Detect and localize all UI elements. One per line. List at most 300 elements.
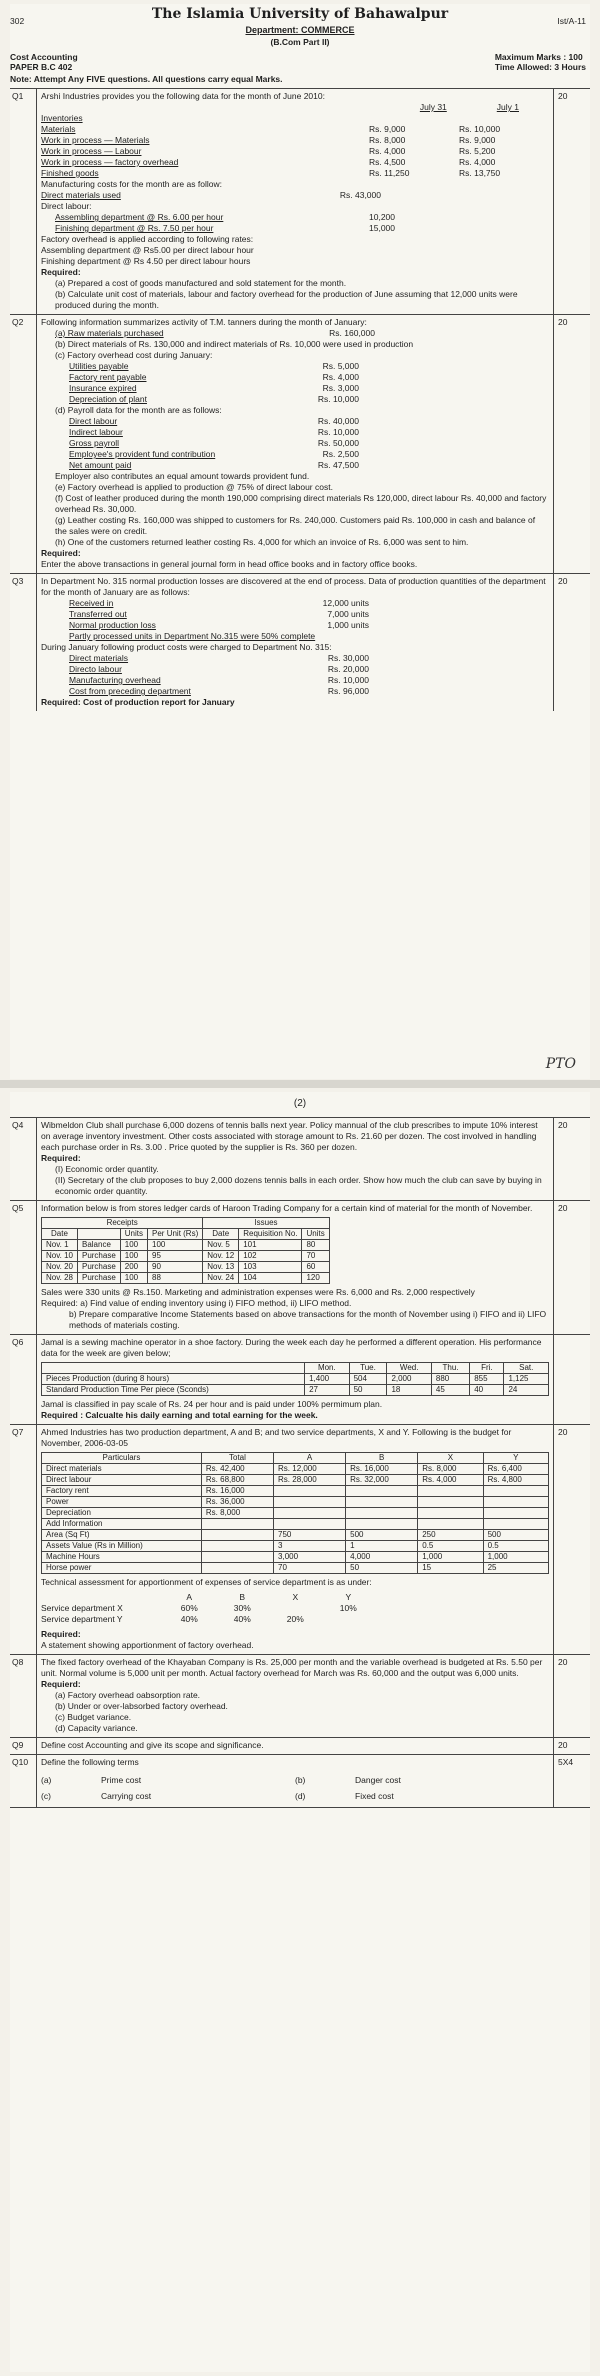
term-key: (c) — [41, 1791, 51, 1801]
question-text: Employer also contributes an equal amount towards provident fund. — [55, 471, 310, 481]
row-value — [369, 113, 459, 124]
table-cell: 0.5 — [483, 1541, 548, 1552]
table-cell: 60 — [302, 1262, 329, 1273]
table-cell: Rs. 42,400 — [201, 1464, 273, 1475]
data-value: Rs. 30,000 — [327, 653, 369, 663]
data-label: Insurance expired — [69, 383, 137, 393]
term-label: Fixed cost — [355, 1791, 394, 1801]
table-cell: 40% — [233, 1614, 251, 1624]
table-header-cell: A — [186, 1592, 193, 1602]
question-marks: 20 — [558, 1427, 568, 1437]
table-body — [42, 1464, 549, 1574]
table-cell: 1,400 — [305, 1374, 349, 1385]
row-value: Rs. 9,000 — [459, 135, 496, 145]
table-header-cell: Date — [42, 1229, 78, 1240]
data-value: Rs. 40,000 — [317, 416, 359, 426]
data-line — [41, 328, 375, 339]
table-header-cell: X — [292, 1592, 299, 1602]
table-cell — [274, 1519, 346, 1530]
question-3 — [10, 573, 590, 711]
table-row — [42, 1251, 330, 1262]
cost-rows — [41, 653, 549, 697]
term-label: Carrying cost — [101, 1791, 152, 1801]
table-row — [42, 1273, 330, 1284]
table-cell: Nov. 28 — [42, 1273, 78, 1284]
data-label: Manufacturing overhead — [69, 675, 161, 685]
requirement-list — [41, 1690, 549, 1734]
table-row — [42, 1541, 549, 1552]
requirement: Required: a) Find value of ending inventory using i) FIFO method, ii) LIFO method. — [41, 1298, 352, 1308]
max-marks: Maximum Marks : 100 — [494, 52, 583, 62]
row-label: Work in process — Materials — [41, 135, 150, 145]
inventory-row — [41, 168, 549, 179]
question-text: (d) Payroll data for the month are as follows: — [55, 405, 222, 415]
table-cell: Add Information — [42, 1519, 202, 1530]
required-label: Required: — [41, 1629, 81, 1639]
table-body — [42, 1374, 549, 1396]
table-cell: Rs. 16,000 — [201, 1486, 273, 1497]
table-cell: Nov. 10 — [42, 1251, 78, 1262]
table-cell: 104 — [239, 1273, 302, 1284]
table-cell: 20% — [286, 1614, 304, 1624]
table-row — [42, 1552, 549, 1563]
table-cell: 25 — [483, 1563, 548, 1574]
table-row — [42, 1374, 549, 1385]
table-cell: Rs. 28,000 — [274, 1475, 346, 1486]
table-cell: Balance — [77, 1240, 120, 1251]
table-cell: 1,000 — [418, 1552, 483, 1563]
table-row — [41, 1614, 375, 1625]
data-value: 7,000 units — [327, 609, 369, 619]
requirement: (a) Factory overhead oabsorption rate. — [55, 1690, 201, 1700]
table-cell: 80 — [302, 1240, 329, 1251]
table-row — [42, 1530, 549, 1541]
table-group-header: Issues — [203, 1218, 329, 1229]
table-cell: 4,000 — [346, 1552, 418, 1563]
question-text: (f) Cost of leather produced during the month 190,000 comprising direct materials Rs 120,000, direct labour Rs. 40,000 and factory overhead Rs. 30,000. — [55, 493, 547, 514]
data-label: Utilities payable — [69, 361, 129, 371]
data-label: Direct materials — [69, 653, 129, 663]
question-text: Arshi Industries provides you the following data for the month of June 2010: — [41, 91, 325, 101]
table-cell: 3,000 — [274, 1552, 346, 1563]
question-marks: 20 — [558, 91, 568, 101]
table-header-cell: Wed. — [387, 1363, 431, 1374]
question-10 — [10, 1754, 590, 1808]
question-text: Assembling department @ Rs5.00 per direct labour hour — [41, 245, 254, 255]
data-line — [69, 609, 369, 620]
time-allowed: Time Allowed: 3 Hours — [494, 62, 586, 72]
table-cell — [483, 1486, 548, 1497]
table-cell: Depreciation — [42, 1508, 202, 1519]
table-cell: 250 — [418, 1530, 483, 1541]
university-title: The Islamia University of Bahawalpur — [151, 6, 449, 22]
data-label: Employee's provident fund contribution — [69, 449, 216, 459]
requirement: (II) Secretary of the club proposes to buy 2,000 dozens tennis balls in each order. Show how much the club can save by buying in economic order quantity. — [55, 1175, 542, 1196]
data-line — [41, 223, 395, 234]
page-number: (2) — [293, 1098, 307, 1109]
question-marks: 20 — [558, 1657, 568, 1667]
table-header-cell: Per Unit (Rs) — [148, 1229, 203, 1240]
data-label: Factory rent payable — [69, 372, 147, 382]
table-cell: Direct labour — [42, 1475, 202, 1486]
question-8 — [10, 1654, 590, 1737]
question-text: (h) One of the customers returned leather costing Rs. 4,000 for which an invoice of Rs. 6,000 was sent to him. — [55, 537, 469, 547]
data-line — [69, 427, 359, 438]
data-line — [69, 598, 369, 609]
data-line — [69, 686, 369, 697]
data-value: Rs. 10,000 — [317, 394, 359, 404]
table-cell: Power — [42, 1497, 202, 1508]
term-key: (d) — [295, 1791, 306, 1801]
inventory-row — [41, 124, 549, 135]
data-label: Directo labour — [69, 664, 122, 674]
table-header-cell: Requisition No. — [239, 1229, 302, 1240]
required-label: Required: — [41, 548, 81, 558]
term-label: Danger cost — [355, 1775, 401, 1785]
question-body — [36, 1335, 554, 1424]
table-cell — [201, 1530, 273, 1541]
table-cell: 95 — [148, 1251, 203, 1262]
question-text: (b) Direct materials of Rs. 130,000 and indirect materials of Rs. 10,000 were used in production — [55, 339, 414, 349]
table-header-cell: Total — [201, 1453, 273, 1464]
table-cell — [322, 1614, 375, 1625]
table-cell: 70 — [274, 1563, 346, 1574]
table-cell: Rs. 36,000 — [201, 1497, 273, 1508]
question-text: Finishing department @ Rs 4.50 per direct labour hours — [41, 256, 251, 266]
data-line — [69, 664, 369, 675]
table-cell: 880 — [431, 1374, 469, 1385]
table-cell: 500 — [483, 1530, 548, 1541]
table-cell — [346, 1519, 418, 1530]
table-cell: Purchase — [77, 1273, 120, 1284]
table-cell: 120 — [302, 1273, 329, 1284]
question-body — [36, 1425, 554, 1654]
question-5 — [10, 1200, 590, 1334]
row-value: Rs. 11,250 — [369, 168, 410, 178]
question-text: Define cost Accounting and give its scope and significance. — [41, 1740, 264, 1750]
data-line — [69, 653, 369, 664]
term-label: Prime cost — [101, 1775, 142, 1785]
question-text: Wibmeldon Club shall purchase 6,000 dozens of tennis balls next year. Policy mannual of the club prescribes to impute 10% interest on average inventory investment. Other costs associated with storage amount to Rs. 21.60 per dozen. The cost involved in handling each purchase order in Rs. 3.00 . Price quoted by the supplier is Rs. 360 per dozen. — [41, 1120, 538, 1152]
data-value: Rs. 20,000 — [327, 664, 369, 674]
question-body — [36, 574, 554, 711]
requirement: (d) Capacity variance. — [55, 1723, 138, 1733]
data-line — [69, 416, 359, 427]
table-cell: 40% — [180, 1614, 198, 1624]
question-text: Sales were 330 units @ Rs.150. Marketing and administration expenses were Rs. 6,000 and Rs. 2,000 respectively — [41, 1287, 475, 1297]
required-label: Requierd: — [41, 1679, 81, 1689]
page-separator — [0, 1080, 600, 1088]
paper-code: 302 — [10, 16, 25, 26]
table-cell: Rs. 6,400 — [483, 1464, 548, 1475]
table-cell: 200 — [120, 1262, 147, 1273]
table-cell: 30% — [233, 1603, 251, 1613]
table-header-cell — [42, 1363, 305, 1374]
table-cell: 100 — [148, 1240, 203, 1251]
question-body — [36, 1118, 554, 1200]
table-cell: Area (Sq Ft) — [42, 1530, 202, 1541]
question-2 — [10, 314, 590, 573]
table-cell: 3 — [274, 1541, 346, 1552]
data-line — [69, 372, 359, 383]
table-cell: Standard Production Time Per piece (Sconds) — [42, 1385, 305, 1396]
table-header-cell: Thu. — [431, 1363, 469, 1374]
table-cell — [201, 1552, 273, 1563]
table-header-cell: Particulars — [42, 1453, 202, 1464]
question-1 — [10, 88, 590, 314]
data-label: Depreciation of plant — [69, 394, 147, 404]
table-cell: 10% — [339, 1603, 357, 1613]
table-header-row — [41, 1592, 375, 1603]
table-cell: 70 — [302, 1251, 329, 1262]
inventory-row — [41, 157, 549, 168]
data-value: Rs. 10,000 — [327, 675, 369, 685]
table-cell: 855 — [470, 1374, 504, 1385]
question-marks: 20 — [558, 1120, 568, 1130]
table-cell: 100 — [120, 1240, 147, 1251]
question-4 — [10, 1117, 590, 1200]
table-row — [42, 1497, 549, 1508]
data-label: Net amount paid — [69, 460, 132, 470]
data-label: Finishing department @ Rs. 7.50 per hour — [55, 223, 214, 233]
table-cell: 500 — [346, 1530, 418, 1541]
question-body — [36, 1201, 554, 1334]
budget-table — [41, 1452, 549, 1574]
data-value: Rs. 10,000 — [317, 427, 359, 437]
question-text: (g) Leather costing Rs. 160,000 was shipped to customers for Rs. 240,000. Customers paid Rs. 100,000 in cash and balance of the sales were on credit. — [55, 515, 536, 536]
question-6 — [10, 1334, 590, 1424]
table-cell: 750 — [274, 1530, 346, 1541]
question-body — [36, 315, 554, 573]
table-cell: Rs. 4,000 — [418, 1475, 483, 1486]
table-cell — [274, 1497, 346, 1508]
inventory-row — [41, 113, 549, 124]
question-text: Partly processed units in Department No.315 were 50% complete — [69, 631, 316, 641]
question-number: Q6 — [12, 1337, 24, 1347]
table-cell: Direct materials — [42, 1464, 202, 1475]
inventory-row — [41, 135, 549, 146]
table-cell: 27 — [305, 1385, 349, 1396]
table-cell — [483, 1508, 548, 1519]
table-cell: Pieces Production (during 8 hours) — [42, 1374, 305, 1385]
question-text: Define the following terms — [41, 1757, 139, 1767]
requirement: (b) Under or over-labsorbed factory overhead. — [55, 1701, 228, 1711]
table-cell: 103 — [239, 1262, 302, 1273]
question-text: (c) Factory overhead cost during January: — [55, 350, 213, 360]
table-cell: 101 — [239, 1240, 302, 1251]
table-group-header: Receipts — [42, 1218, 203, 1229]
term-key: (b) — [295, 1775, 306, 1785]
table-cell: Assets Value (Rs in Million) — [42, 1541, 202, 1552]
overhead-rows — [41, 361, 549, 405]
table-body — [41, 1603, 375, 1625]
table-cell: 50 — [346, 1563, 418, 1574]
question-text: Ahmed Industries has two production department, A and B; and two service departments, X and Y. Following is the budget for November, 2006-03-05 — [41, 1427, 512, 1448]
data-value: 1,000 units — [327, 620, 369, 630]
row-value: Rs. 8,000 — [369, 135, 406, 145]
table-header-cell: Tue. — [349, 1363, 387, 1374]
table-cell — [483, 1497, 548, 1508]
exam-page-2 — [10, 1092, 590, 2372]
table-cell: Service department X — [41, 1603, 123, 1613]
question-body — [36, 89, 554, 314]
question-marks: 20 — [558, 1203, 568, 1213]
term-key: (a) — [41, 1775, 52, 1785]
table-header-cell: Sat. — [504, 1363, 549, 1374]
data-label: Cost from preceding department — [69, 686, 191, 696]
class-title: (B.Com Part II) — [270, 37, 330, 47]
department-title: Department: COMMERCE — [245, 25, 355, 35]
table-cell: Nov. 1 — [42, 1240, 78, 1251]
table-cell — [269, 1603, 322, 1614]
question-text: Information below is from stores ledger cards of Haroon Trading Company for a certain kind of material for the month of November. — [41, 1203, 533, 1213]
column-headers — [41, 102, 549, 113]
table-cell: 100 — [120, 1251, 147, 1262]
data-value: Rs. 50,000 — [317, 438, 359, 448]
question-number: Q10 — [12, 1757, 29, 1767]
question-body — [36, 1655, 554, 1737]
data-value: Rs. 47,500 — [317, 460, 359, 470]
table-cell: 45 — [431, 1385, 469, 1396]
requirement: (a) Prepared a cost of goods manufactured and sold statement for the month. — [55, 278, 347, 288]
table-header-row — [42, 1453, 549, 1464]
table-cell: Machine Hours — [42, 1552, 202, 1563]
exam-header — [10, 4, 590, 88]
table-cell — [201, 1541, 273, 1552]
table-cell: Nov. 12 — [203, 1251, 239, 1262]
table-cell: Nov. 5 — [203, 1240, 239, 1251]
inventory-row — [41, 146, 549, 157]
data-line — [69, 620, 369, 631]
table-cell: 50 — [349, 1385, 387, 1396]
apportionment-table — [41, 1592, 375, 1625]
table-cell: 24 — [504, 1385, 549, 1396]
question-7 — [10, 1424, 590, 1654]
data-label: Indirect labour — [69, 427, 123, 437]
data-label: Assembling department @ Rs. 6.00 per hour — [55, 212, 224, 222]
table-row — [42, 1486, 549, 1497]
requirement: A statement showing apportionment of factory overhead. — [41, 1640, 254, 1650]
table-cell — [346, 1508, 418, 1519]
row-value: Rs. 4,000 — [369, 146, 406, 156]
table-cell: Rs. 32,000 — [346, 1475, 418, 1486]
subject-name: Cost Accounting — [10, 52, 78, 62]
table-cell: 18 — [387, 1385, 431, 1396]
table-cell: 40 — [470, 1385, 504, 1396]
data-label: (a) Raw materials purchased — [55, 328, 164, 338]
table-cell: Rs. 4,800 — [483, 1475, 548, 1486]
question-text: In Department No. 315 normal production losses are discovered at the end of process. Data of production quantities of the department for the month of January are as follows: — [41, 576, 546, 597]
question-text: Direct labour: — [41, 201, 92, 211]
data-value: Rs. 3,000 — [322, 383, 359, 393]
column-header: July 31 — [419, 102, 447, 112]
table-header-cell: Units — [302, 1229, 329, 1240]
row-value: Rs. 10,000 — [459, 124, 501, 134]
required-label: Required: — [41, 267, 81, 277]
payroll-rows — [41, 416, 549, 471]
required-label: Required : Calcualte his daily earning and total earning for the week. — [41, 1410, 318, 1420]
table-row — [42, 1240, 330, 1251]
required-label: Required: — [41, 1153, 81, 1163]
table-cell: Purchase — [77, 1251, 120, 1262]
terms-grid — [41, 1772, 549, 1804]
question-number: Q1 — [12, 91, 24, 101]
table-row — [42, 1508, 549, 1519]
question-number: Q4 — [12, 1120, 24, 1130]
table-cell: 1,000 — [483, 1552, 548, 1563]
table-header-row — [42, 1229, 330, 1240]
question-number: Q3 — [12, 576, 24, 586]
table-cell: 1 — [346, 1541, 418, 1552]
question-marks: 20 — [558, 576, 568, 586]
table-cell: 504 — [349, 1374, 387, 1385]
question-marks — [554, 1335, 590, 1424]
data-label: Normal production loss — [69, 620, 156, 630]
table-cell: Nov. 24 — [203, 1273, 239, 1284]
data-line — [41, 212, 395, 223]
row-label: Work in process — factory overhead — [41, 157, 179, 167]
stores-ledger-table — [41, 1217, 330, 1284]
question-text: During January following product costs were charged to Department No. 315: — [41, 642, 332, 652]
data-value: Rs. 5,000 — [322, 361, 359, 371]
question-number: Q8 — [12, 1657, 24, 1667]
table-row — [42, 1519, 549, 1530]
data-line — [69, 449, 359, 460]
requirement: (c) Budget variance. — [55, 1712, 132, 1722]
table-cell — [201, 1563, 273, 1574]
question-number: Q7 — [12, 1427, 24, 1437]
data-line — [69, 460, 359, 471]
table-cell: Purchase — [77, 1262, 120, 1273]
table-cell: Rs. 16,000 — [346, 1464, 418, 1475]
table-cell: Rs. 8,000 — [201, 1508, 273, 1519]
data-line — [69, 675, 369, 686]
row-value: Rs. 4,500 — [369, 157, 406, 167]
data-label: Gross payroll — [69, 438, 120, 448]
row-label: Materials — [41, 124, 76, 134]
requirement: (I) Economic order quantity. — [55, 1164, 159, 1174]
data-line — [69, 361, 359, 372]
data-value: Rs. 4,000 — [322, 372, 359, 382]
table-header-cell: Fri. — [470, 1363, 504, 1374]
question-text: The fixed factory overhead of the Khayaban Company is Rs. 25,000 per month and the variable overhead is budgeted at Rs. 5.50 per unit. Normal volume is 5,000 unit per month. Actual factory overhead for March was Rs. 60,000 and the output was 6,000 units. — [41, 1657, 543, 1678]
data-line — [69, 383, 359, 394]
table-header-cell: X — [418, 1453, 483, 1464]
table-cell: 2,000 — [387, 1374, 431, 1385]
table-row — [42, 1475, 549, 1486]
table-header-cell: Mon. — [305, 1363, 349, 1374]
inventory-rows — [41, 113, 549, 179]
table-cell — [483, 1519, 548, 1530]
table-cell: 1,125 — [504, 1374, 549, 1385]
question-9 — [10, 1737, 590, 1754]
question-body — [36, 1738, 554, 1754]
row-value: Rs. 13,750 — [459, 168, 501, 178]
performance-table — [41, 1362, 549, 1396]
data-label: Transferred out — [69, 609, 127, 619]
table-cell: 15 — [418, 1563, 483, 1574]
data-label: Direct materials used — [41, 190, 121, 200]
table-row — [42, 1464, 549, 1475]
table-cell: 88 — [148, 1273, 203, 1284]
table-header-cell: Y — [345, 1592, 352, 1602]
subject-block — [10, 52, 78, 72]
question-text: Factory overhead is applied according to following rates: — [41, 234, 254, 244]
row-label: Finished goods — [41, 168, 99, 178]
table-cell: Rs. 8,000 — [418, 1464, 483, 1475]
table-cell: Factory rent — [42, 1486, 202, 1497]
table-header-cell: Y — [483, 1453, 548, 1464]
